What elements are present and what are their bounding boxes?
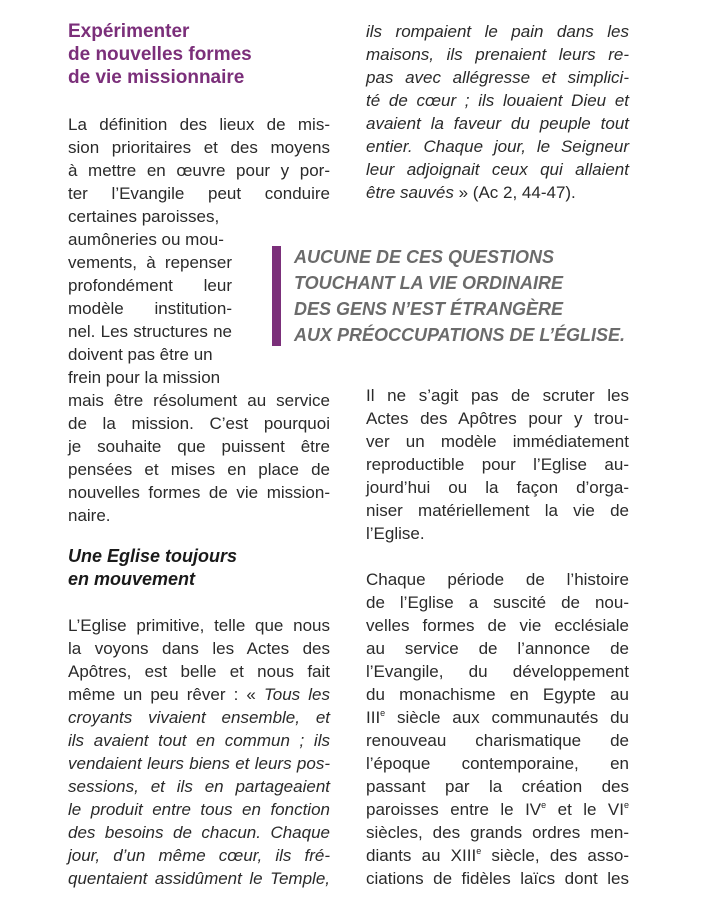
- text-line: [68, 683, 330, 706]
- text-line: du monachisme en Egypte au: [366, 685, 629, 704]
- subheading-line: en mouvement: [68, 569, 196, 589]
- pull-quote: [272, 244, 672, 348]
- quote-text: Tous les: [263, 685, 330, 704]
- quote-line: jour, d’un même cœur, ils fré-: [68, 846, 330, 865]
- text-line: passant par la création des: [366, 777, 629, 796]
- text-line: niser matériellement la vie de: [366, 501, 629, 520]
- text-line: l’Eglise.: [366, 524, 425, 543]
- text-line: vements, à repenser: [68, 253, 232, 272]
- text-line: La définition des lieux de mis-: [68, 115, 330, 134]
- text-fragment: III: [366, 708, 381, 727]
- quote-line: ils avaient tout en commun ; ils: [68, 731, 330, 750]
- quote-line: pas avec allégresse et simplici-: [366, 68, 629, 87]
- text-line: Chaque période de l’histoire: [366, 570, 629, 589]
- text-line: l’Evangile, du développement: [366, 662, 629, 681]
- quote-open: même un peu rêver : «: [68, 685, 264, 704]
- text-line: profondément leur: [68, 276, 232, 295]
- text-line: Apôtres, est belle et nous fait: [68, 662, 330, 681]
- quote-line: quentaient assidûment le Temple,: [68, 869, 330, 888]
- text-line: [366, 706, 629, 729]
- quote-line: sessions, et ils en partageaient: [68, 777, 330, 796]
- text-line: reproductible pour l’Eglise au-: [366, 455, 629, 474]
- text-line: jourd’hui ou la façon d’orga-: [366, 478, 629, 497]
- text-line: ciations de fidèles laïcs dont les: [366, 869, 629, 888]
- text-line: de la mission. C’est pourquoi: [68, 414, 330, 433]
- pull-quote-line: AUCUNE DE CES QUESTIONS: [294, 247, 555, 267]
- text-line: ter l’Evangile peut conduire: [68, 184, 330, 203]
- text-line: aumôneries ou mou-: [68, 230, 224, 249]
- text-line: ver un modèle immédiatement: [366, 432, 629, 451]
- text-line: pensées et mises en place de: [68, 460, 330, 479]
- text-line: certaines paroisses,: [68, 207, 220, 226]
- quote-line: leur adjoignait ceux qui allaient: [366, 160, 629, 179]
- pull-quote-line: TOUCHANT LA VIE ORDINAIRE: [294, 273, 564, 293]
- subheading-line: Une Eglise toujours: [68, 546, 238, 566]
- text-line: [366, 798, 629, 821]
- superscript: e: [624, 800, 630, 810]
- quote-line: avaient la faveur du peuple tout: [366, 114, 629, 133]
- quote-line: maisons, ils prenaient leurs re-: [366, 45, 629, 64]
- text-line: modèle institution-: [68, 299, 232, 318]
- text-line: Actes des Apôtres pour y trou-: [366, 409, 629, 428]
- text-line: Il ne s’agit pas de scruter les: [366, 386, 629, 405]
- text-line: sion prioritaires et des moyens: [68, 138, 330, 157]
- pull-quote-line: AUX PRÉOCCUPATIONS DE L’ÉGLISE.: [294, 325, 626, 345]
- text-line: au service de l’annonce de: [366, 639, 629, 658]
- quote-line: croyants vivaient ensemble, et: [68, 708, 330, 727]
- text-fragment: siècle aux communautés du: [385, 708, 629, 727]
- text-line: [366, 844, 629, 867]
- text-line: doivent pas être un: [68, 345, 213, 364]
- text-line: à mettre en œuvre pour y por-: [68, 161, 330, 180]
- text-fragment: et le VI: [546, 800, 624, 819]
- text-line: la voyons dans les Actes des: [68, 639, 330, 658]
- section-heading-line: de vie missionnaire: [68, 67, 245, 88]
- text-line: velles formes de vie ecclésiale: [366, 616, 629, 635]
- text-fragment: siècle, des asso-: [481, 846, 629, 865]
- section-heading-line: Expérimenter: [68, 21, 190, 42]
- text-line: siècles, des grands ordres men-: [366, 823, 629, 842]
- text-line: l’époque contemporaine, en: [366, 754, 629, 773]
- superscript: e: [380, 708, 386, 718]
- quote-end: être sauvés: [366, 183, 454, 202]
- quote-line: té de cœur ; ils louaient Dieu et: [366, 91, 629, 110]
- text-line: [366, 181, 576, 204]
- superscript: e: [541, 800, 547, 810]
- text-line: frein pour la mission: [68, 368, 221, 387]
- text-fragment: diants au XIII: [366, 846, 477, 865]
- text-line: de l’Eglise a suscité de nou-: [366, 593, 629, 612]
- quote-line: le produit entre tous en fonction: [68, 800, 330, 819]
- text-line: nel. Les structures ne: [68, 322, 232, 341]
- text-line: je souhaite que puissent être: [68, 437, 330, 456]
- quote-line: ils rompaient le pain dans les: [366, 22, 629, 41]
- text-line: mais être résolument au service: [68, 391, 330, 410]
- text-line: renouveau charismatique de: [366, 731, 629, 750]
- pull-quote-line: DES GENS N’EST ÉTRANGÈRE: [294, 299, 564, 319]
- text-line: L’Eglise primitive, telle que nous: [68, 616, 330, 635]
- pull-quote-bar: [272, 246, 281, 346]
- text-line: naire.: [68, 506, 111, 525]
- quote-line: des besoins de chacun. Chaque: [68, 823, 330, 842]
- quote-line: entier. Chaque jour, le Seigneur: [366, 137, 629, 156]
- text-fragment: paroisses entre le IV: [366, 800, 542, 819]
- section-heading-line: de nouvelles formes: [68, 44, 252, 65]
- quote-line: vendaient leurs biens et leurs pos-: [68, 754, 330, 773]
- citation: » (Ac 2, 44-47).: [453, 183, 576, 202]
- text-line: nouvelles formes de vie mission-: [68, 483, 330, 502]
- superscript: e: [476, 846, 482, 856]
